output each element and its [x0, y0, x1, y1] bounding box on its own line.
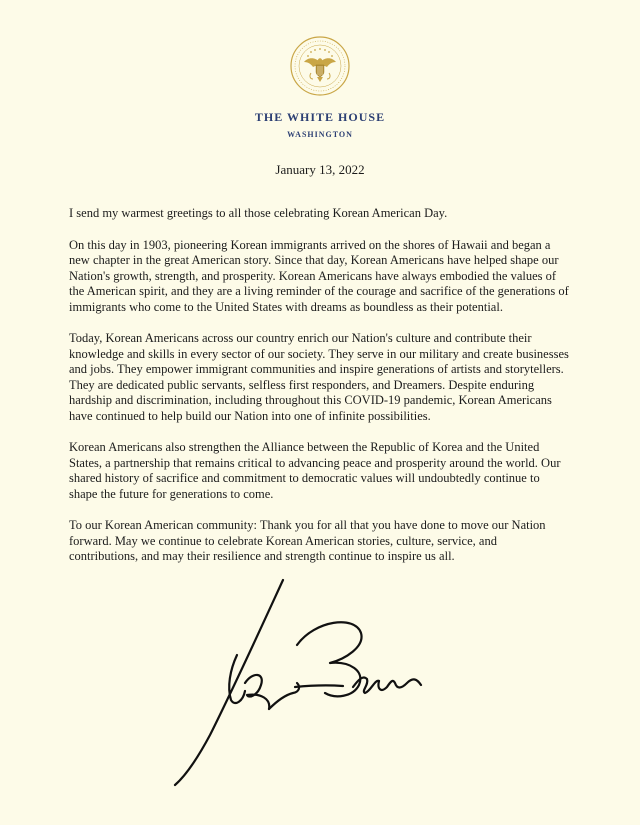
handwritten-signature	[165, 575, 435, 790]
letterhead-city: WASHINGTON	[287, 130, 353, 139]
letterhead	[0, 109, 640, 139]
paragraph-contributions: Today, Korean Americans across our country enrich our Nation's culture and contribute their knowledge and skills in every sector of our society. They serve in our military and create businesses and jobs. They empower immigrant communities and inspire generations of artists and storytellers. They are dedicated public servants, selfless first responders, and Dreamers. Despite enduring hardship and discrimination, including throughout this COVID-19 pandemic, Korean Americans have continued to help build our Nation into one of infinite possibilities.	[69, 331, 569, 423]
letter-date: January 13, 2022	[275, 162, 365, 177]
letterhead-org: THE WHITE HOUSE	[254, 110, 386, 124]
paragraph-greeting: I send my warmest greetings to all those celebrating Korean American Day.	[69, 206, 448, 220]
letter-body	[69, 206, 569, 581]
presidential-seal-icon	[289, 35, 351, 97]
paragraph-history: On this day in 1903, pioneering Korean immigrants arrived on the shores of Hawaii and began a new chapter in the great American story. Since that day, Korean Americans have helped shape our Nation's growth, strength, and prosperity. Korean Americans have always embodied the values of the American spirit, and they are a living reminder of the courage and sacrifice of the generations of immigrants who come to the United States with dreams as boundless as their potential.	[69, 237, 569, 314]
paragraph-alliance: Korean Americans also strengthen the Alliance between the Republic of Korea and the United States, a partnership that remains critical to advancing peace and prosperity around the world. Our shared history of sacrifice and commitment to democratic values will undoubtedly continue to shape the future for generations to come.	[69, 440, 561, 501]
paragraph-closing: To our Korean American community: Thank you for all that you have done to move our Nation forward. May we continue to celebrate Korean American stories, culture, service, and contributions, and may their resilience and strength continue to inspire us all.	[69, 518, 546, 563]
